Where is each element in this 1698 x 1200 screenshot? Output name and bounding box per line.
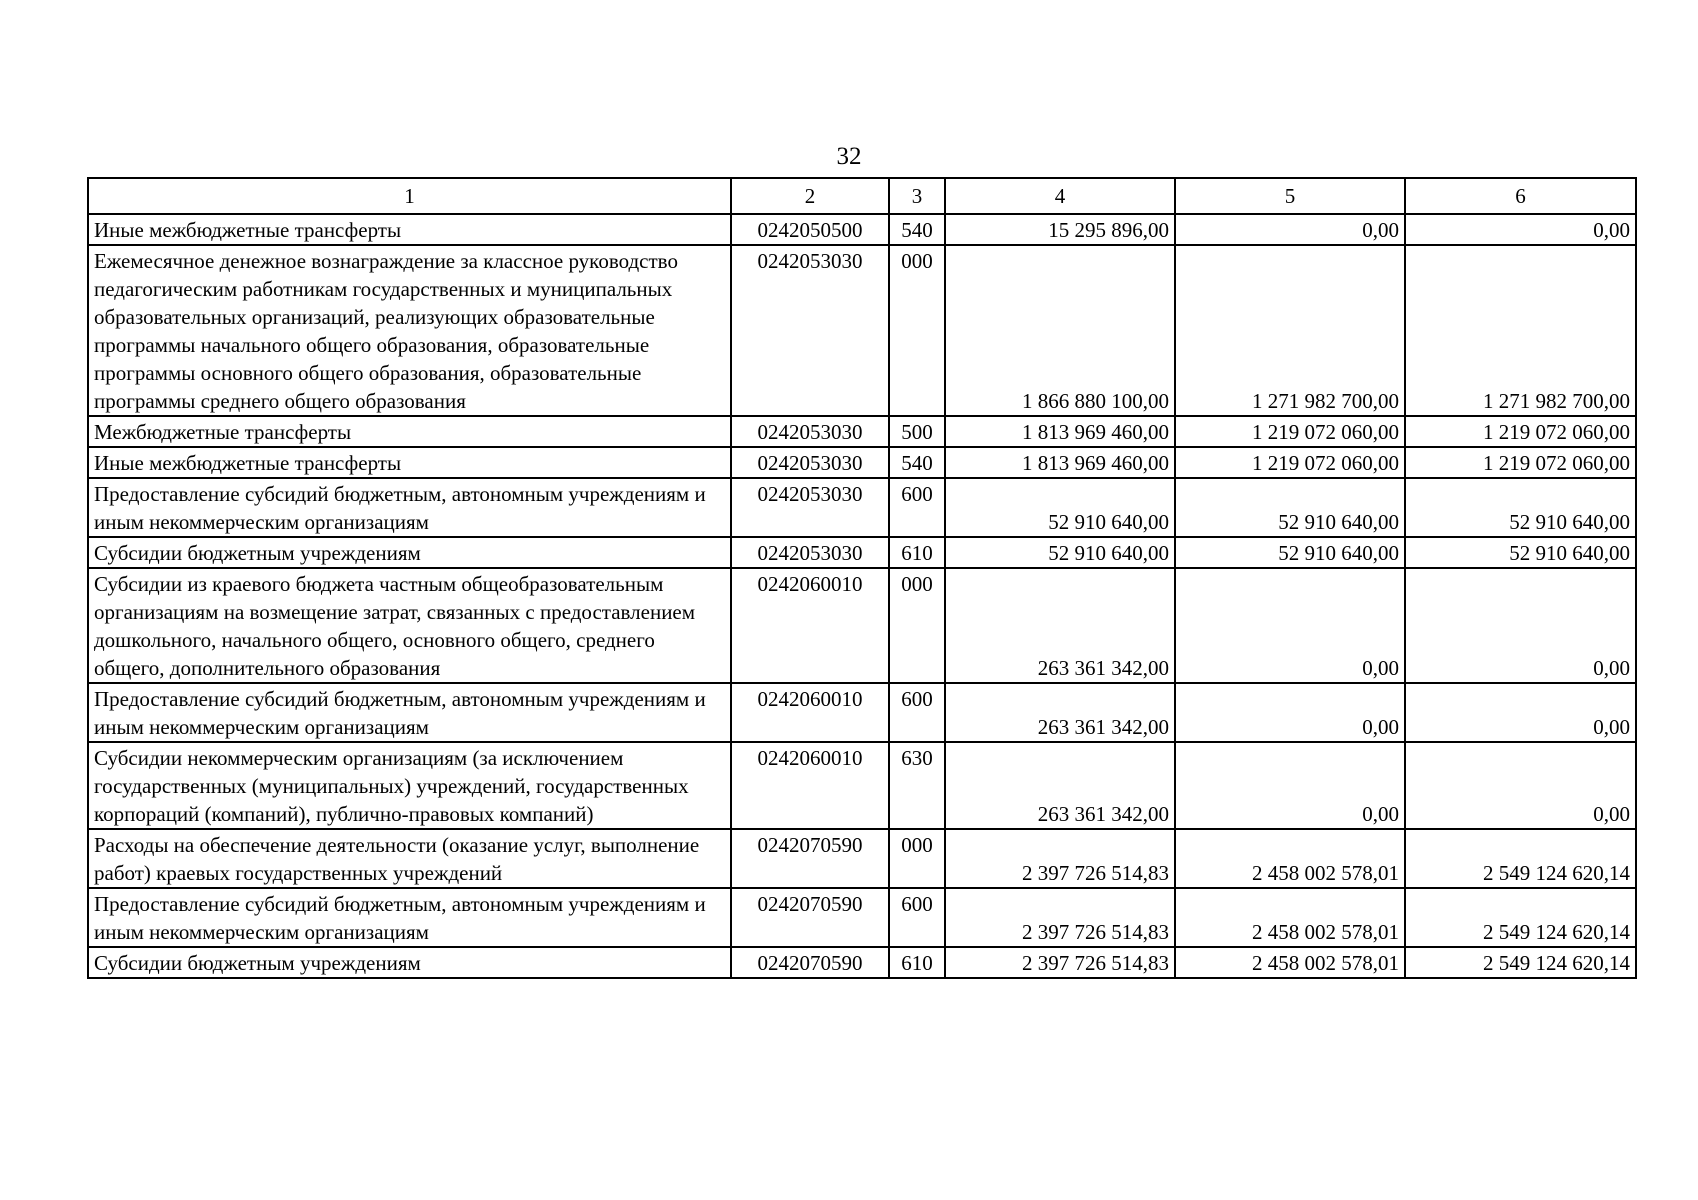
row-kind-cell: 610 [889, 537, 945, 568]
row-name-cell: Предоставление субсидий бюджетным, автономным учреждениям и иным некоммерческим организациям [88, 683, 731, 742]
header-cell: 2 [731, 178, 889, 214]
row-kind-cell: 540 [889, 447, 945, 478]
row-amount-col6: 2 549 124 620,14 [1405, 888, 1636, 947]
row-kind-cell: 600 [889, 683, 945, 742]
row-name-cell: Субсидии бюджетным учреждениям [88, 537, 731, 568]
row-amount-col4: 263 361 342,00 [945, 568, 1175, 683]
row-amount-col5: 0,00 [1175, 214, 1405, 245]
row-name-cell: Субсидии из краевого бюджета частным общеобразовательным организациям на возмещение затрат, связанных с предоставлением дошкольного, начального общего, основного общего, среднего общего, дополнительного образования [88, 568, 731, 683]
row-amount-col4: 52 910 640,00 [945, 478, 1175, 537]
row-amount-col4: 2 397 726 514,83 [945, 888, 1175, 947]
row-amount-col5: 1 271 982 700,00 [1175, 245, 1405, 416]
row-code-cell: 0242053030 [731, 447, 889, 478]
row-kind-cell: 600 [889, 888, 945, 947]
row-code-cell: 0242053030 [731, 478, 889, 537]
row-kind-cell: 540 [889, 214, 945, 245]
row-amount-col6: 0,00 [1405, 683, 1636, 742]
budget-table-body [88, 178, 1636, 978]
row-amount-col5: 2 458 002 578,01 [1175, 829, 1405, 888]
table-row [88, 568, 1636, 683]
row-amount-col5: 2 458 002 578,01 [1175, 947, 1405, 978]
table-row [88, 478, 1636, 537]
row-amount-col4: 2 397 726 514,83 [945, 947, 1175, 978]
row-amount-col6: 1 219 072 060,00 [1405, 447, 1636, 478]
table-row [88, 947, 1636, 978]
row-amount-col5: 52 910 640,00 [1175, 478, 1405, 537]
row-kind-cell: 000 [889, 829, 945, 888]
row-amount-col6: 2 549 124 620,14 [1405, 947, 1636, 978]
row-amount-col4: 1 813 969 460,00 [945, 447, 1175, 478]
table-row [88, 888, 1636, 947]
row-amount-col4: 52 910 640,00 [945, 537, 1175, 568]
row-name-cell: Субсидии бюджетным учреждениям [88, 947, 731, 978]
row-amount-col6: 0,00 [1405, 568, 1636, 683]
row-amount-col6: 0,00 [1405, 214, 1636, 245]
row-name-cell: Субсидии некоммерческим организациям (за исключением государственных (муниципальных) учреждений, государственных корпораций (компаний), публично-правовых компаний) [88, 742, 731, 829]
row-kind-cell: 610 [889, 947, 945, 978]
row-name-cell: Ежемесячное денежное вознаграждение за классное руководство педагогическим работникам государственных и муниципальных образовательных организаций, реализующих образовательные программы начального общего образования, образовательные программы основного общего образования, образовательные программы среднего общего образования [88, 245, 731, 416]
row-amount-col4: 1 813 969 460,00 [945, 416, 1175, 447]
row-amount-col5: 1 219 072 060,00 [1175, 447, 1405, 478]
row-code-cell: 0242053030 [731, 245, 889, 416]
row-code-cell: 0242060010 [731, 683, 889, 742]
row-amount-col5: 1 219 072 060,00 [1175, 416, 1405, 447]
table-row [88, 245, 1636, 416]
row-amount-col6: 0,00 [1405, 742, 1636, 829]
row-amount-col4: 263 361 342,00 [945, 683, 1175, 742]
row-amount-col6: 1 271 982 700,00 [1405, 245, 1636, 416]
header-cell: 5 [1175, 178, 1405, 214]
page-number: 32 [836, 143, 862, 170]
row-amount-col5: 0,00 [1175, 683, 1405, 742]
table-row [88, 742, 1636, 829]
row-name-cell: Межбюджетные трансферты [88, 416, 731, 447]
row-code-cell: 0242050500 [731, 214, 889, 245]
row-code-cell: 0242070590 [731, 888, 889, 947]
row-name-cell: Иные межбюджетные трансферты [88, 214, 731, 245]
table-row [88, 447, 1636, 478]
budget-table [87, 177, 1637, 979]
row-code-cell: 0242070590 [731, 947, 889, 978]
row-amount-col6: 52 910 640,00 [1405, 537, 1636, 568]
row-amount-col4: 15 295 896,00 [945, 214, 1175, 245]
row-amount-col4: 1 866 880 100,00 [945, 245, 1175, 416]
header-cell: 4 [945, 178, 1175, 214]
row-code-cell: 0242060010 [731, 568, 889, 683]
header-cell: 1 [88, 178, 731, 214]
table-row [88, 416, 1636, 447]
row-amount-col5: 0,00 [1175, 568, 1405, 683]
row-amount-col6: 1 219 072 060,00 [1405, 416, 1636, 447]
row-name-cell: Предоставление субсидий бюджетным, автономным учреждениям и иным некоммерческим организациям [88, 888, 731, 947]
row-code-cell: 0242070590 [731, 829, 889, 888]
table-row [88, 537, 1636, 568]
row-amount-col6: 52 910 640,00 [1405, 478, 1636, 537]
row-name-cell: Иные межбюджетные трансферты [88, 447, 731, 478]
row-amount-col5: 52 910 640,00 [1175, 537, 1405, 568]
row-code-cell: 0242053030 [731, 537, 889, 568]
row-kind-cell: 630 [889, 742, 945, 829]
row-kind-cell: 000 [889, 245, 945, 416]
row-amount-col4: 2 397 726 514,83 [945, 829, 1175, 888]
header-cell: 3 [889, 178, 945, 214]
row-amount-col4: 263 361 342,00 [945, 742, 1175, 829]
row-name-cell: Расходы на обеспечение деятельности (оказание услуг, выполнение работ) краевых государственных учреждений [88, 829, 731, 888]
row-code-cell: 0242053030 [731, 416, 889, 447]
row-amount-col5: 0,00 [1175, 742, 1405, 829]
table-row [88, 683, 1636, 742]
header-row [88, 178, 1636, 214]
row-code-cell: 0242060010 [731, 742, 889, 829]
row-kind-cell: 600 [889, 478, 945, 537]
row-name-cell: Предоставление субсидий бюджетным, автономным учреждениям и иным некоммерческим организациям [88, 478, 731, 537]
row-amount-col6: 2 549 124 620,14 [1405, 829, 1636, 888]
row-amount-col5: 2 458 002 578,01 [1175, 888, 1405, 947]
header-cell: 6 [1405, 178, 1636, 214]
table-row [88, 214, 1636, 245]
table-row [88, 829, 1636, 888]
row-kind-cell: 500 [889, 416, 945, 447]
row-kind-cell: 000 [889, 568, 945, 683]
